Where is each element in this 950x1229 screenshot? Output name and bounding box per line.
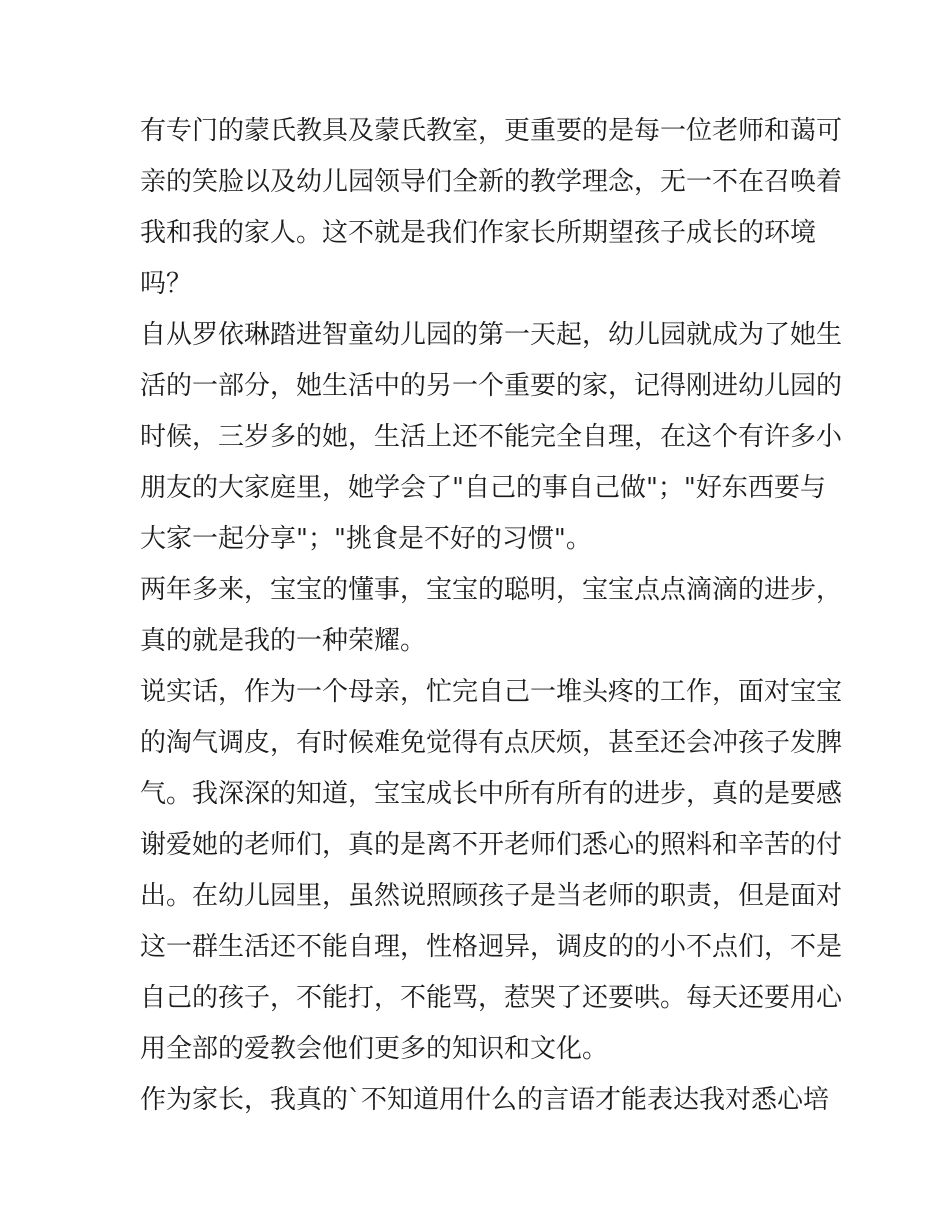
- text-line: 作为家长，我真的`不知道用什么的言语才能表达我对悉心培: [140, 1085, 830, 1115]
- text-line: 大家一起分享"；"挑食是不好的习惯"。: [140, 524, 592, 554]
- text-line: 自己的孩子，不能打，不能骂，惹哭了还要哄。每天还要用心: [140, 983, 843, 1013]
- text-line: 谢爱她的老师们，真的是离不开老师们悉心的照料和辛苦的付: [140, 830, 843, 860]
- text-line: 吗？: [140, 269, 193, 299]
- text-line: 说实话，作为一个母亲，忙完自己一堆头疼的工作，面对宝宝: [140, 677, 843, 707]
- text-line: 有专门的蒙氏教具及蒙氏教室，更重要的是每一位老师和蔼可: [140, 116, 843, 146]
- text-line: 自从罗依琳踏进智童幼儿园的第一天起，幼儿园就成为了她生: [140, 320, 843, 350]
- paragraph-3: [140, 565, 843, 667]
- paragraph-1: [140, 106, 843, 310]
- paragraph-2: [140, 310, 843, 565]
- paragraph-4: [140, 667, 843, 1075]
- text-line: 亲的笑脸以及幼儿园领导们全新的教学理念，无一不在召唤着: [140, 167, 843, 197]
- text-line: 气。我深深的知道，宝宝成长中所有所有的进步，真的是要感: [140, 779, 843, 809]
- document-body: [140, 106, 843, 1126]
- text-line: 两年多来，宝宝的懂事，宝宝的聪明，宝宝点点滴滴的进步，: [140, 575, 843, 605]
- text-line: 时候，三岁多的她，生活上还不能完全自理，在这个有许多小: [140, 422, 843, 452]
- text-line: 的淘气调皮，有时候难免觉得有点厌烦，甚至还会冲孩子发脾: [140, 728, 843, 758]
- paragraph-5: [140, 1075, 830, 1126]
- text-line: 活的一部分，她生活中的另一个重要的家，记得刚进幼儿园的: [140, 371, 843, 401]
- text-line: 用全部的爱教会他们更多的知识和文化。: [140, 1034, 609, 1064]
- text-line: 真的就是我的一种荣耀。: [140, 626, 427, 656]
- text-line: 这一群生活还不能自理，性格迥异，调皮的的小不点们，不是: [140, 932, 843, 962]
- text-line: 出。在幼儿园里，虽然说照顾孩子是当老师的职责，但是面对: [140, 881, 843, 911]
- text-line: 我和我的家人。这不就是我们作家长所期望孩子成长的环境: [140, 218, 817, 248]
- text-line: 朋友的大家庭里，她学会了"自己的事自己做"；"好东西要与: [140, 473, 826, 503]
